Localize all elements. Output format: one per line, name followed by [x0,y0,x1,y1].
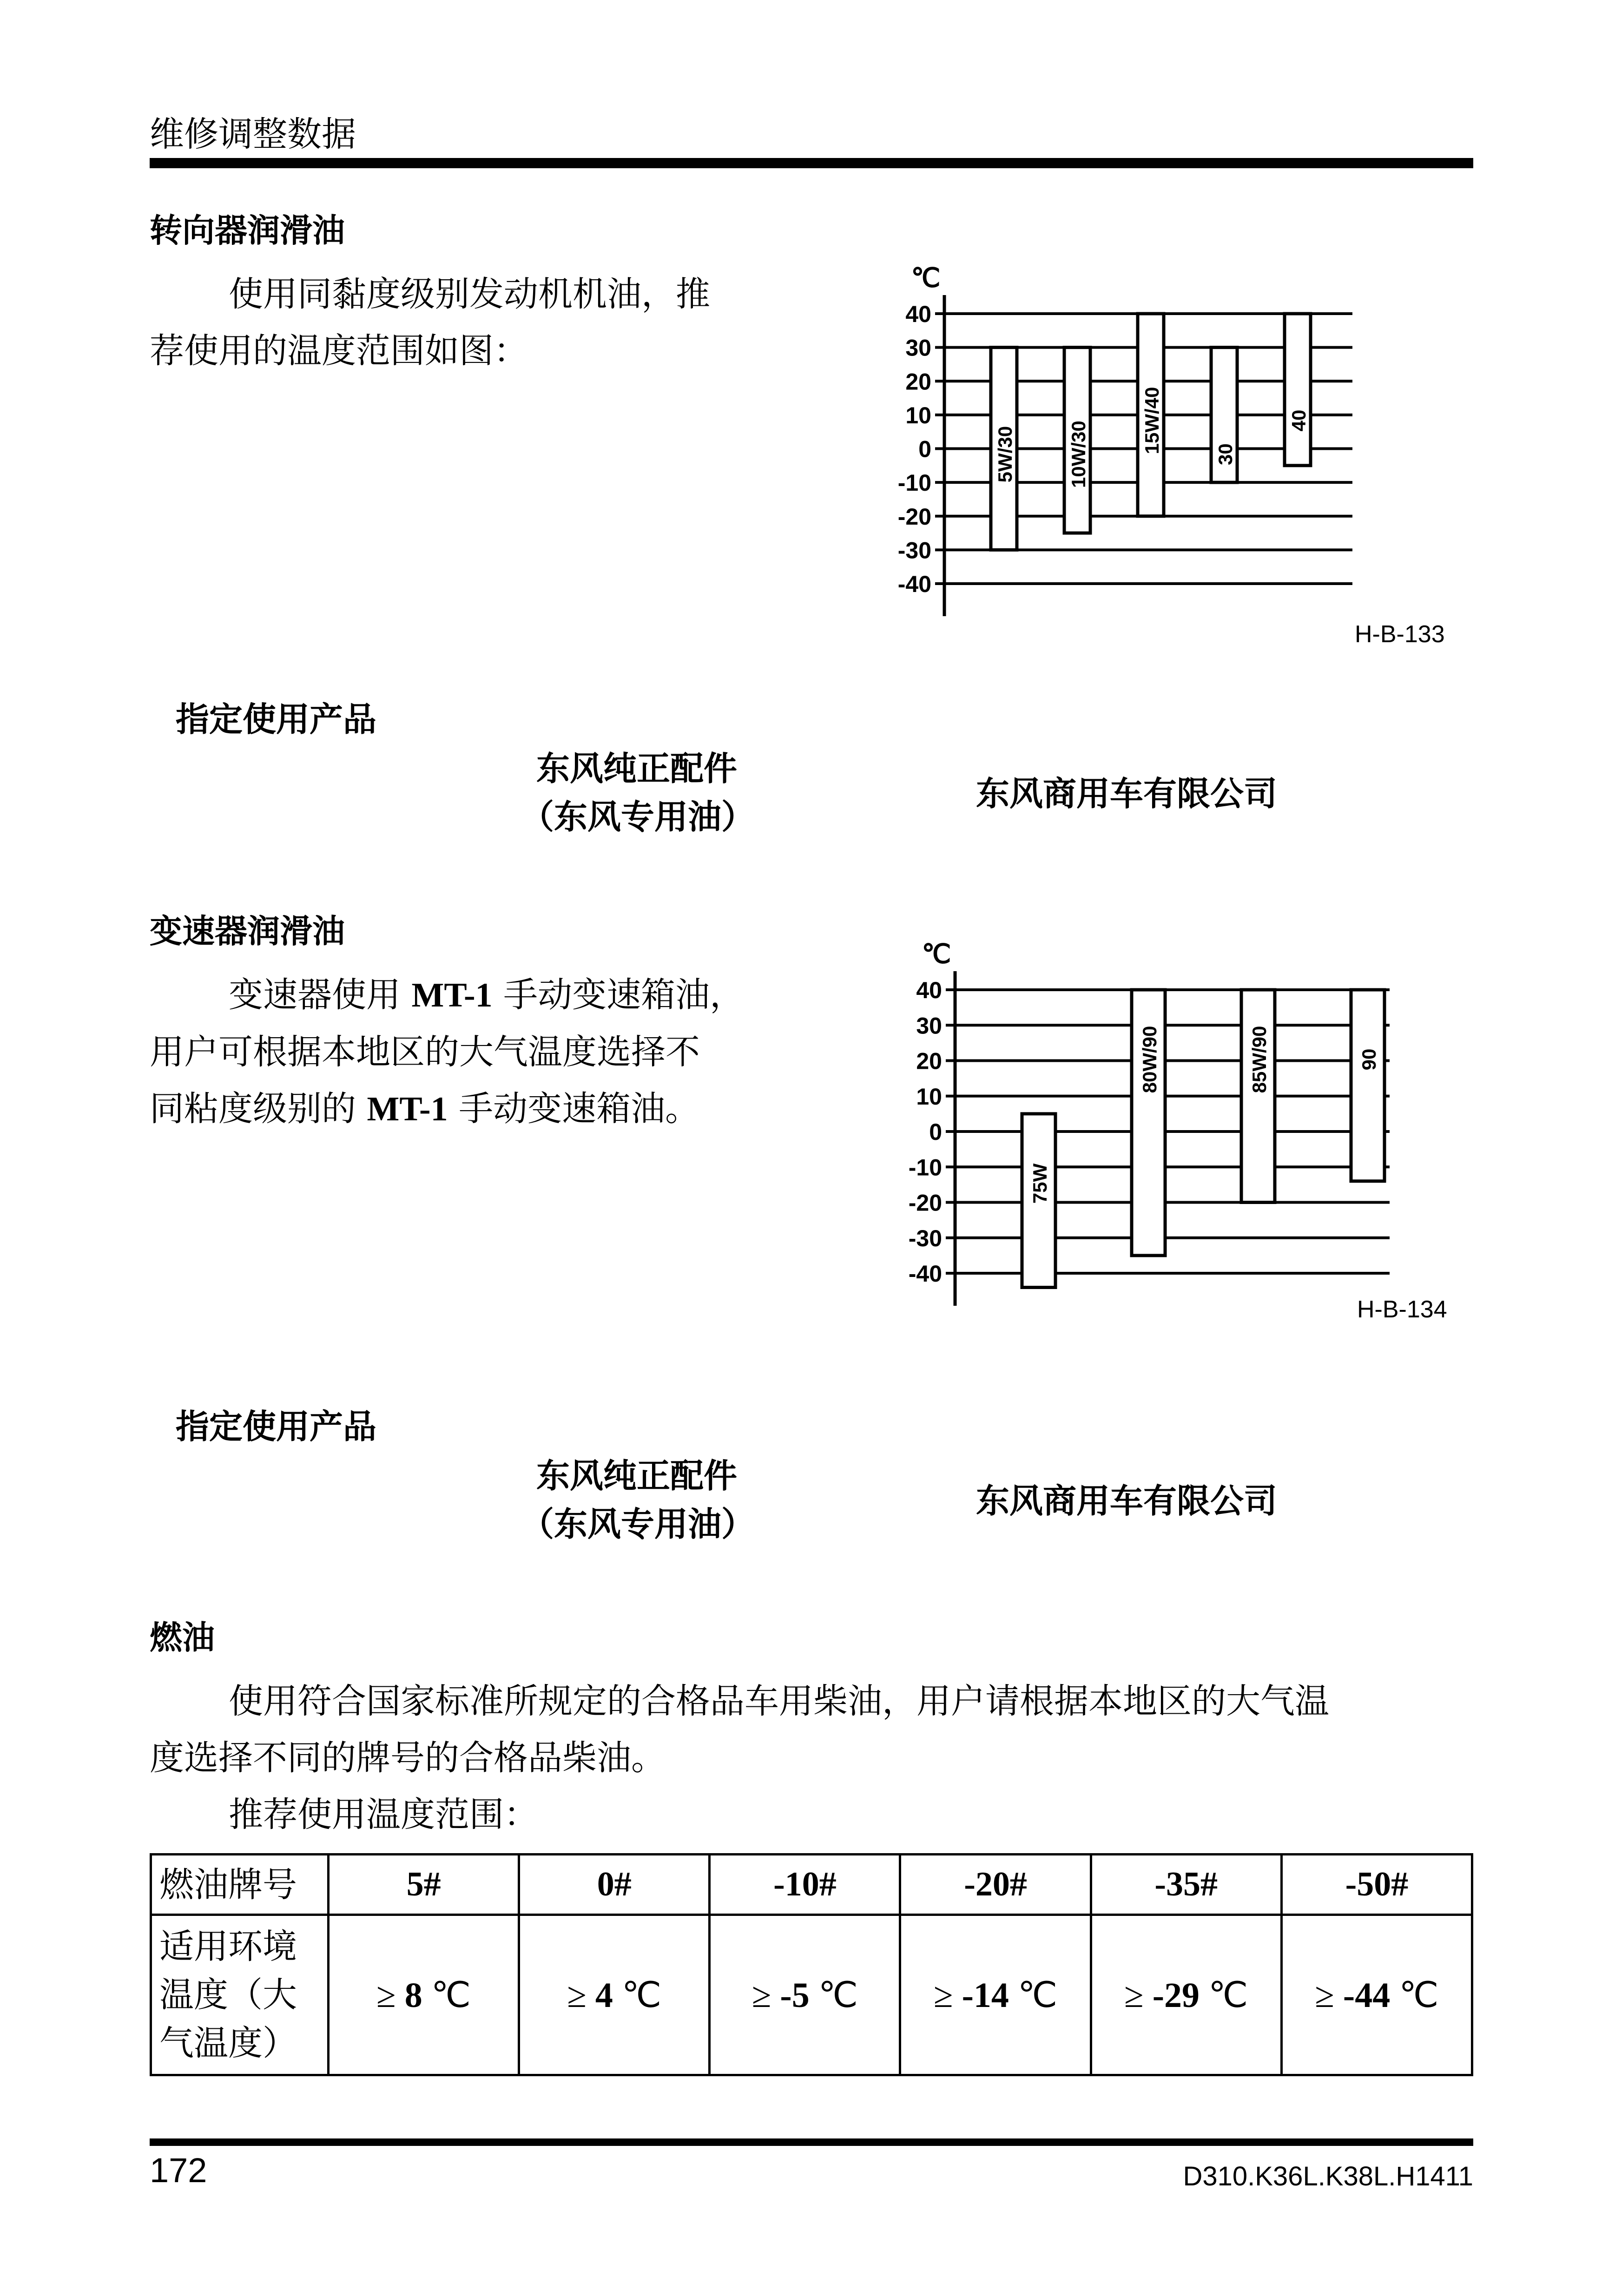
ge-symbol: ≥ [751,1976,780,2015]
page-number: 172 [150,2151,207,2190]
product1-company: 东风商用车有限公司 [976,774,1278,813]
temp-unit: ℃ [1200,1976,1248,2015]
product2-line1: 东风纯正配件 [536,1456,738,1495]
bar-label: 90 [1358,1048,1380,1071]
y-tick-label: -10 [897,470,931,496]
temp-value: -14 [962,1976,1009,2015]
product1-line1: 东风纯正配件 [536,749,738,788]
fuel-temperature-cell [519,1915,710,2075]
steering-oil-temperature-chart [883,242,1487,660]
gearbox-l1c: 手动变速箱油， [492,975,745,1015]
gearbox-oil-temperature-chart [883,918,1487,1336]
viscosity-range-bar [1241,990,1275,1203]
bar-label: 75W [1029,1163,1051,1204]
fuel-temp-header-line1: 适用环境 [159,1927,297,1967]
fuel-temperature-cell [710,1915,900,2075]
viscosity-range-bar [1285,314,1311,466]
fuel-temperature-header [151,1915,329,2075]
y-tick-label: 30 [905,335,931,361]
temp-value: -29 [1152,1976,1200,2015]
ge-symbol: ≥ [933,1976,962,2015]
steering-text-line2: 荐使用的温度范围如图： [150,331,528,371]
temp-unit: ℃ [1009,1976,1058,2015]
temp-unit: ℃ [422,1976,471,2015]
y-tick-label: 0 [918,436,931,462]
temp-unit: ℃ [1390,1976,1439,2015]
temp-unit: ℃ [613,1976,662,2015]
figure-id: H-B-133 [1355,621,1445,648]
fuel-text-line1: 使用符合国家标准所规定的合格品车用柴油，用户请根据本地区的大气温 [229,1681,1329,1721]
y-tick-label: 10 [905,402,931,428]
fuel-temperature-cell [329,1915,519,2075]
footer-rule [150,2138,1473,2146]
fuel-temp-header-line3: 气温度） [159,2023,297,2063]
bar-label: 80W/90 [1139,1026,1160,1093]
bar-label: 30 [1214,443,1236,465]
y-tick-label: 30 [916,1013,942,1039]
viscosity-range-bar [1351,990,1384,1181]
temp-value: 8 [404,1976,422,2015]
gearbox-l1b: MT-1 [411,976,493,1014]
figure-id: H-B-134 [1357,1296,1447,1323]
fuel-grade-cell: -10# [710,1855,900,1915]
fuel-text-line2: 度选择不同的牌号的合格品柴油。 [150,1738,666,1778]
y-tick-label: 40 [905,301,931,327]
fuel-temperature-cell [1091,1915,1281,2075]
gearbox-text-line2: 用户可根据本地区的大气温度选择不 [150,1032,700,1072]
ge-symbol: ≥ [376,1976,405,2015]
bar-label: 5W/30 [994,426,1016,483]
product2-company: 东风商用车有限公司 [976,1481,1278,1520]
y-tick-label: 0 [929,1119,942,1145]
y-tick-label: 20 [905,368,931,395]
y-tick-label: -40 [897,571,931,597]
gearbox-text-line1 [150,967,847,1024]
gearbox-oil-title: 变速器润滑油 [150,912,345,950]
fuel-grade-cell: -35# [1091,1855,1281,1915]
fuel-grade-cell: 5# [329,1855,519,1915]
fuel-grade-header: 燃油牌号 [151,1855,329,1915]
fuel-grade-cell: -50# [1281,1855,1472,1915]
bar-label: 15W/40 [1141,387,1163,454]
y-tick-label: -40 [908,1261,942,1287]
ge-symbol: ≥ [1124,1976,1153,2015]
steering-text-line1: 使用同黏度级别发动机机油，推 [229,274,710,314]
gearbox-l1a: 变速器使用 [229,975,412,1015]
y-tick-label: 10 [916,1083,942,1110]
fuel-grade-cell: 0# [519,1855,710,1915]
fuel-temperature-row [151,1915,1472,2075]
fuel-grade-cell: -20# [900,1855,1091,1915]
header-rule [150,158,1473,168]
steering-oil-description [150,266,847,379]
gearbox-l3c: 手动变速箱油。 [448,1089,700,1129]
product2-line2: （东风专用油） [521,1505,755,1544]
fuel-grade-table [150,1853,1473,2076]
temp-value: -44 [1343,1976,1391,2015]
fuel-title: 燃油 [150,1618,215,1657]
bar-label: 40 [1288,409,1310,432]
ge-symbol: ≥ [567,1976,595,2015]
y-tick-label: 20 [916,1048,942,1074]
y-tick-label: -20 [908,1190,942,1216]
bar-label: 10W/30 [1068,421,1089,488]
y-axis-unit-label: ℃ [911,263,941,292]
temp-value: 4 [595,1976,613,2015]
fuel-grade-row [151,1855,1472,1915]
fuel-temperature-cell [900,1915,1091,2075]
fuel-text-line3: 推荐使用温度范围： [229,1795,538,1835]
steering-oil-title: 转向器润滑油 [150,211,345,250]
temp-unit: ℃ [809,1976,858,2015]
fuel-description [150,1673,1479,1843]
y-tick-label: -20 [897,503,931,530]
product1-label: 指定使用产品 [176,700,377,739]
product1-line2: （东风专用油） [521,797,755,836]
gearbox-l3b: MT-1 [367,1090,448,1128]
gearbox-l3a: 同粘度级别的 [150,1089,367,1129]
fuel-temp-header-line2: 温度（大 [159,1975,297,2015]
fuel-temperature-cell [1281,1915,1472,2075]
product2-label: 指定使用产品 [176,1407,377,1446]
page-header-title: 维修调整数据 [150,114,356,154]
y-tick-label: -10 [908,1154,942,1181]
ge-symbol: ≥ [1315,1976,1343,2015]
y-tick-label: -30 [908,1225,942,1251]
y-axis-unit-label: ℃ [922,939,951,968]
temp-value: -5 [780,1976,810,2015]
gearbox-text-line3 [150,1080,847,1138]
gearbox-oil-description [150,967,847,1138]
y-tick-label: 40 [916,977,942,1003]
y-tick-label: -30 [897,537,931,564]
bar-label: 85W/90 [1248,1026,1270,1093]
document-code: D310.K36L.K38L.H1411 [1183,2161,1473,2191]
